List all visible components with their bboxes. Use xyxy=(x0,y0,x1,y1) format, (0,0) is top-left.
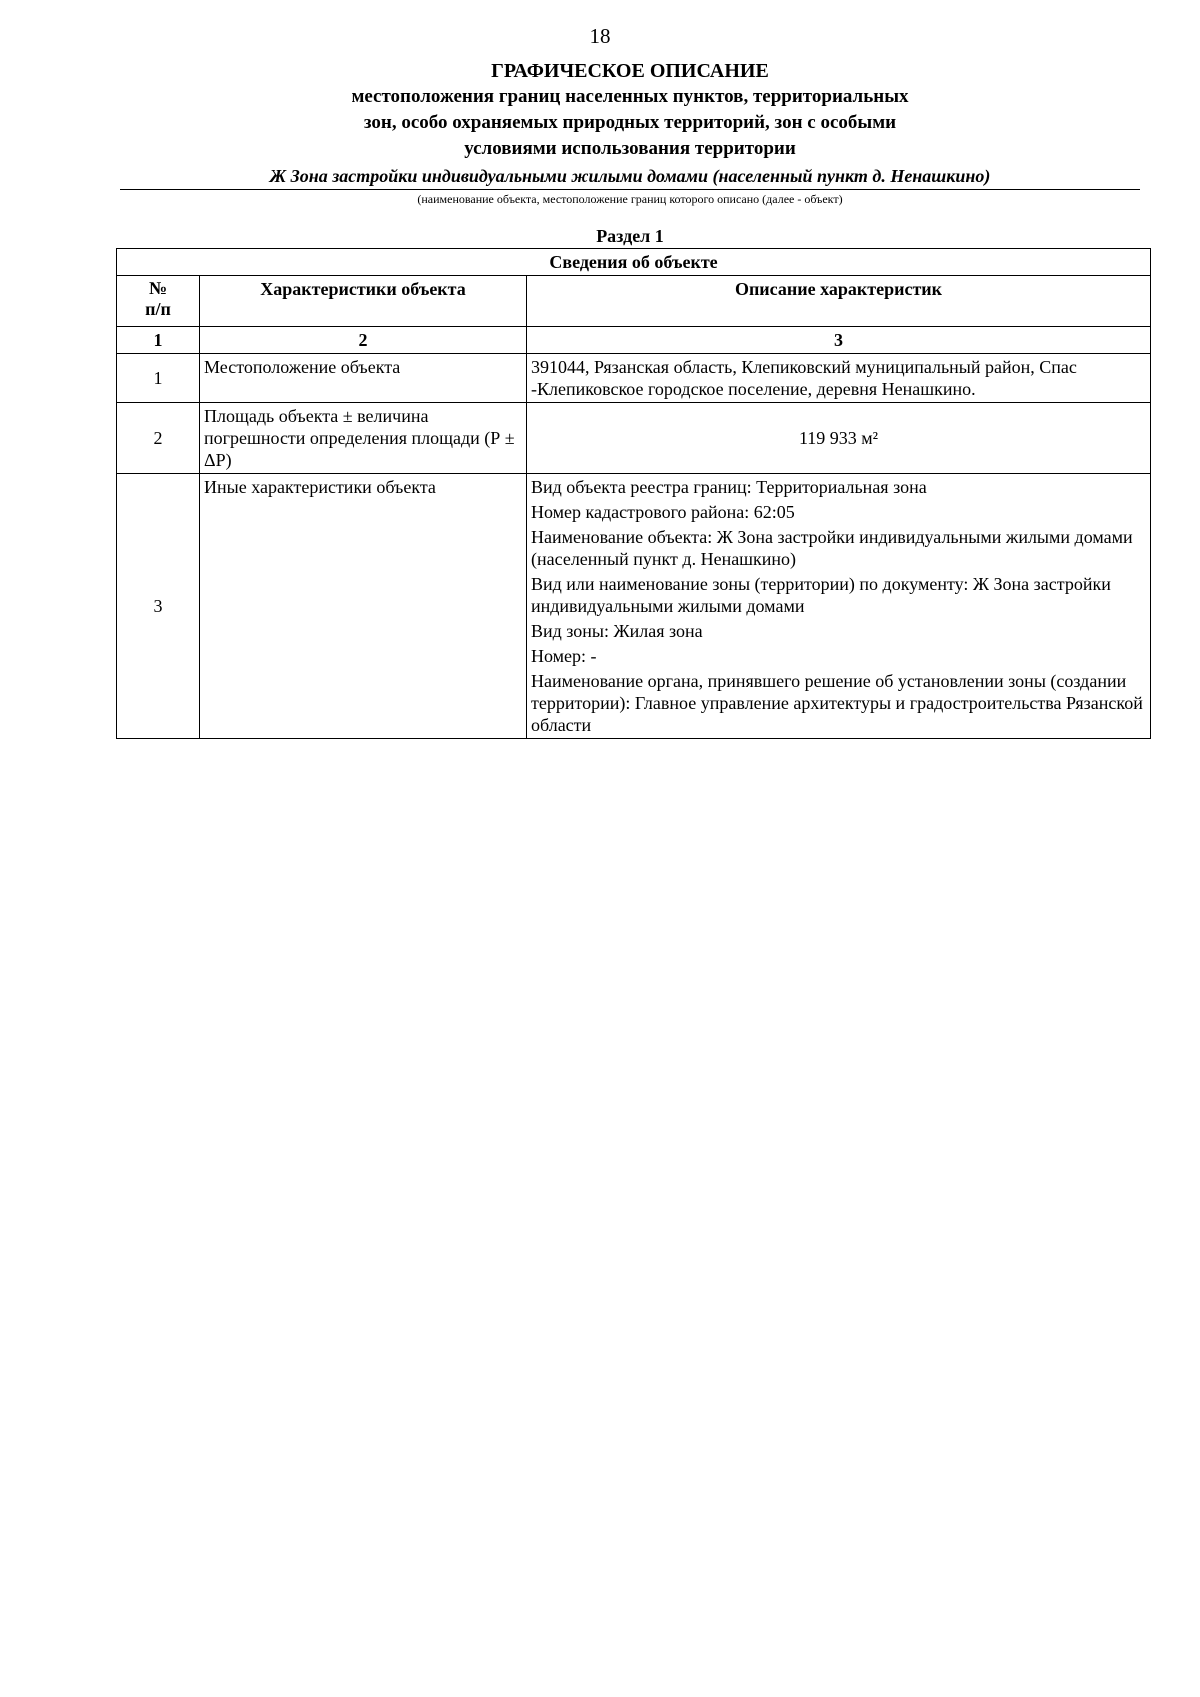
page-number: 18 xyxy=(589,24,611,48)
row-number: 2 xyxy=(117,403,200,474)
row-characteristic: Площадь объекта ± величина погрешности определения площади (Р ± ΔР) xyxy=(200,403,527,474)
document-subtitle-line-2: зон, особо охраняемых природных территорий, зон с особыми xyxy=(363,112,897,133)
row-number: 3 xyxy=(117,474,200,739)
document-title: ГРАФИЧЕСКОЕ ОПИСАНИЕ xyxy=(491,60,769,82)
description-line: 119 933 м² xyxy=(798,428,879,448)
document-subtitle-line-3: условиями использования территории xyxy=(464,138,796,159)
description-line: 391044, Рязанская область, Клепиковский муниципальный район, Спас -Клепиковское городское поселение, деревня Ненашкино. xyxy=(531,357,1077,399)
table-row xyxy=(117,354,1151,403)
table-row xyxy=(117,403,1151,474)
description-line: Вид или наименование зоны (территории) по документу: Ж Зона застройки индивидуальными жилыми домами xyxy=(531,574,1111,616)
table-header-row xyxy=(117,276,1151,327)
column-header-number: № п/п xyxy=(117,276,200,327)
document-subtitle-line-1: местоположения границ населенных пунктов, территориальных xyxy=(351,86,909,107)
description-line: Вид зоны: Жилая зона xyxy=(531,621,703,641)
object-info-table xyxy=(116,248,1151,739)
column-number-row xyxy=(117,327,1151,354)
section-title: Раздел 1 xyxy=(596,226,664,246)
row-description xyxy=(527,474,1151,739)
row-characteristic: Местоположение объекта xyxy=(200,354,527,403)
row-number: 1 xyxy=(117,354,200,403)
column-header-description: Описание характеристик xyxy=(527,276,1151,327)
description-line: Наименование объекта: Ж Зона застройки индивидуальными жилыми домами (населенный пункт д. Ненашкино) xyxy=(531,527,1133,569)
row-description xyxy=(527,354,1151,403)
table-caption: Сведения об объекте xyxy=(117,249,1151,276)
table-row xyxy=(117,474,1151,739)
description-line: Номер: - xyxy=(531,646,597,666)
object-name-caption: (наименование объекта, местоположение границ которого описано (далее - объект) xyxy=(417,192,843,206)
column-number-3: 3 xyxy=(527,327,1151,354)
description-line: Вид объекта реестра границ: Территориальная зона xyxy=(531,477,927,497)
object-name: Ж Зона застройки индивидуальными жилыми домами (населенный пункт д. Ненашкино) xyxy=(120,164,1140,190)
table-caption-row xyxy=(117,249,1151,276)
row-description xyxy=(527,403,1151,474)
document-header xyxy=(120,58,1140,207)
row-characteristic: Иные характеристики объекта xyxy=(200,474,527,739)
column-number-2: 2 xyxy=(200,327,527,354)
description-line: Номер кадастрового района: 62:05 xyxy=(531,502,795,522)
description-line: Наименование органа, принявшего решение об установлении зоны (создании территории): Главное управление архитектуры и градостроительства Рязанской области xyxy=(531,671,1143,735)
column-header-characteristic: Характеристики объекта xyxy=(200,276,527,327)
column-number-1: 1 xyxy=(117,327,200,354)
